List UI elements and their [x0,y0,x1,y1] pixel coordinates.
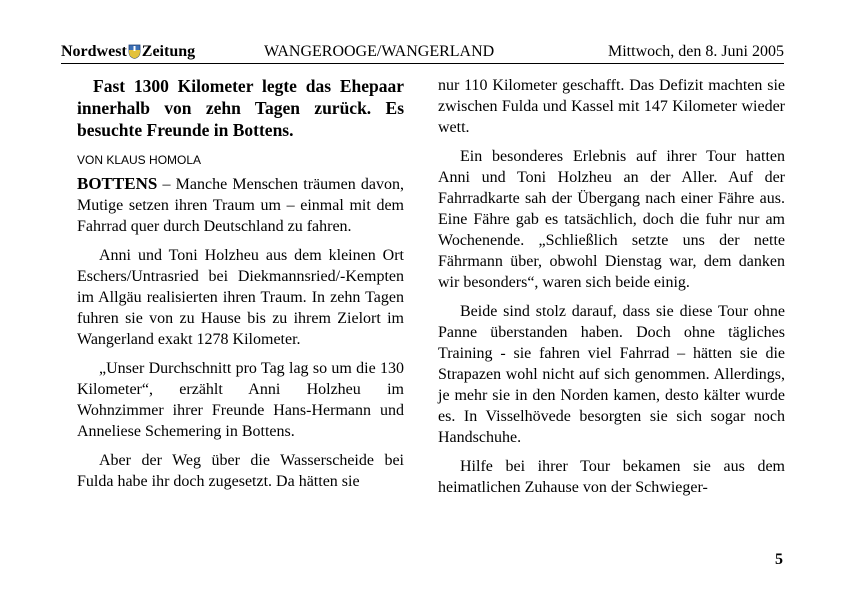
paragraph-1-text: – Manche Menschen träumen davon, Mutige setzen ihren Traum um – einmal mit dem Fahrrad quer durch Deutschland zu fahren. [77,176,404,235]
dateline: BOTTENS [77,174,158,193]
nwz-crest-icon [128,44,141,59]
paragraph-6: Beide sind stolz darauf, dass sie diese Tour ohne Panne überstanden haben. Doch ohne tägliches Training - sie fahren viel Fahrrad – hätten sie die Strapazen wohl nicht auf sich genommen. Allerdings, je mehr sie in den Norden kamen, desto kälter wurde es. In Visselhövede besorgten sie sich sogar noch Handschuhe. [438,303,785,446]
paragraph-5: Ein besonderes Erlebnis auf ihrer Tour hatten Anni und Toni Holzheu an der Aller. Auf der Fahrradkarte sah der Übergang nach einer Fähre aus. Eine Fähre gab es tatsächlich, doch die fuhr nur am Wochenende. „Schließlich setzte uns der nette Fährmann über, obwohl Dienstag war, dem danken wir besonders“, waren sich beide einig. [438,148,785,291]
page-number: 5 [775,551,783,568]
page-header [61,41,784,64]
paragraph-1 [77,173,404,237]
column-left [77,75,404,500]
section-title: WANGEROOGE/WANGERLAND [264,43,495,60]
paragraph-2: Anni und Toni Holzheu aus dem kleinen Ort Eschers/Untrasried bei Diekmannsried/-Kempten im Allgäu realisierten ihren Traum. In zehn Tagen fuhren sie von zu Hause bis zu ihrem Zielort im Wangerland exakt 1278 Kilometer. [77,247,404,348]
paragraph-3: „Unser Durchschnitt pro Tag lag so um die 130 Kilometer“, erzählt Anni Holzheu im Wohnzimmer ihrer Freunde Hans-Hermann und Anneliese Schemering in Bottens. [77,360,404,440]
column-right [438,75,785,506]
paragraph-4-continued: nur 110 Kilometer geschafft. Das Defizit machten sie zwischen Fulda und Kassel mit 147 Kilometer wieder wett. [438,77,785,136]
paragraph-7: Hilfe bei ihrer Tour bekamen sie aus dem heimatlichen Zuhause von der Schwieger- [438,458,785,496]
article-lead: Fast 1300 Kilometer legte das Ehepaar innerhalb von zehn Tagen zurück. Es besuchte Freunde in Bottens. [77,76,404,140]
masthead-right: Zeitung [141,43,196,60]
byline: VON KLAUS HOMOLA [77,153,202,167]
paragraph-4: Aber der Weg über die Wasserscheide bei Fulda habe ihr doch zugesetzt. Da hätten sie [77,452,404,490]
masthead-left: Nordwest [61,43,127,60]
issue-date: Mittwoch, den 8. Juni 2005 [608,43,784,60]
newspaper-masthead [61,42,195,62]
